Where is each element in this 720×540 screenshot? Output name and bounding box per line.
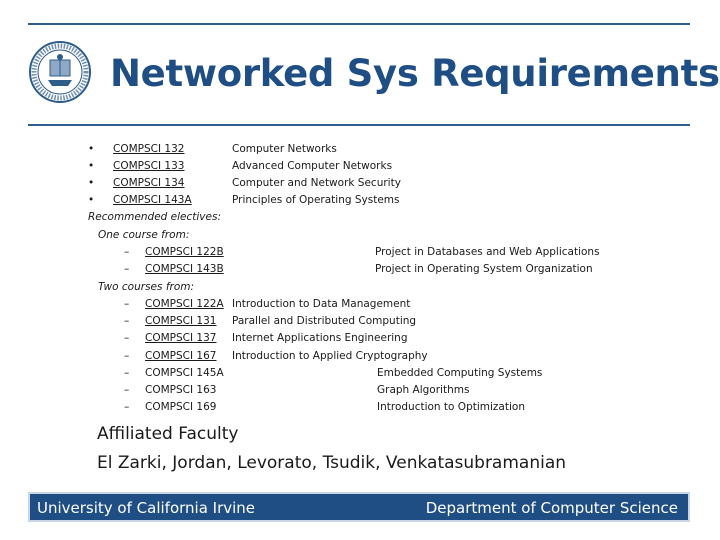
dash: –: [124, 350, 130, 362]
course-name: Introduction to Applied Cryptography: [232, 350, 428, 362]
course-code: COMPSCI 163: [145, 384, 217, 396]
course-name: Parallel and Distributed Computing: [232, 315, 417, 327]
top-rule: [28, 23, 690, 25]
course-code-link[interactable]: COMPSCI 132: [113, 143, 185, 155]
course-name: Introduction to Optimization: [377, 401, 525, 413]
course-code-link[interactable]: COMPSCI 137: [145, 332, 217, 344]
course-name: Principles of Operating Systems: [232, 194, 400, 206]
course-code: COMPSCI 145A: [145, 367, 224, 379]
course-name: Graph Algorithms: [377, 384, 470, 396]
course-name: Advanced Computer Networks: [232, 160, 393, 172]
course-code-link[interactable]: COMPSCI 143B: [145, 263, 224, 275]
bullet: •: [88, 177, 95, 189]
two-courses-label: Two courses from:: [98, 281, 195, 293]
title-underline: [28, 124, 690, 126]
course-name: Project in Databases and Web Applications: [375, 246, 600, 258]
one-course-label: One course from:: [98, 229, 190, 241]
course-code: COMPSCI 169: [145, 401, 217, 413]
dash: –: [124, 298, 130, 310]
bullet: •: [88, 194, 95, 206]
course-code-link[interactable]: COMPSCI 133: [113, 160, 185, 172]
course-code-link[interactable]: COMPSCI 134: [113, 177, 185, 189]
bullet: •: [88, 143, 95, 155]
bullet: •: [88, 160, 95, 172]
course-name: Embedded Computing Systems: [377, 367, 543, 379]
footer-department: Department of Computer Science: [425, 499, 678, 517]
slide-title: Networked Sys Requirements: [110, 52, 720, 95]
course-name: Introduction to Data Management: [232, 298, 411, 310]
dash: –: [124, 367, 130, 379]
course-code-link[interactable]: COMPSCI 143A: [113, 194, 192, 206]
dash: –: [124, 384, 130, 396]
recommended-electives-label: Recommended electives:: [88, 211, 221, 223]
dash: –: [124, 332, 130, 344]
affiliated-faculty-heading: Affiliated Faculty: [97, 424, 239, 444]
dash: –: [124, 315, 130, 327]
dash: –: [124, 263, 130, 275]
affiliated-faculty-names: El Zarki, Jordan, Levorato, Tsudik, Venkatasubramanian: [97, 453, 567, 473]
footer-bar: [28, 492, 690, 522]
course-code-link[interactable]: COMPSCI 167: [145, 350, 217, 362]
course-name: Computer and Network Security: [232, 177, 401, 189]
course-name: Computer Networks: [232, 143, 337, 155]
course-code-link[interactable]: COMPSCI 131: [145, 315, 217, 327]
course-name: Internet Applications Engineering: [232, 332, 408, 344]
course-code-link[interactable]: COMPSCI 122A: [145, 298, 224, 310]
dash: –: [124, 246, 130, 258]
dash: –: [124, 401, 130, 413]
course-name: Project in Operating System Organization: [375, 263, 593, 275]
university-seal-logo: [28, 40, 92, 104]
course-code-link[interactable]: COMPSCI 122B: [145, 246, 224, 258]
footer-university: University of California Irvine: [37, 499, 256, 517]
